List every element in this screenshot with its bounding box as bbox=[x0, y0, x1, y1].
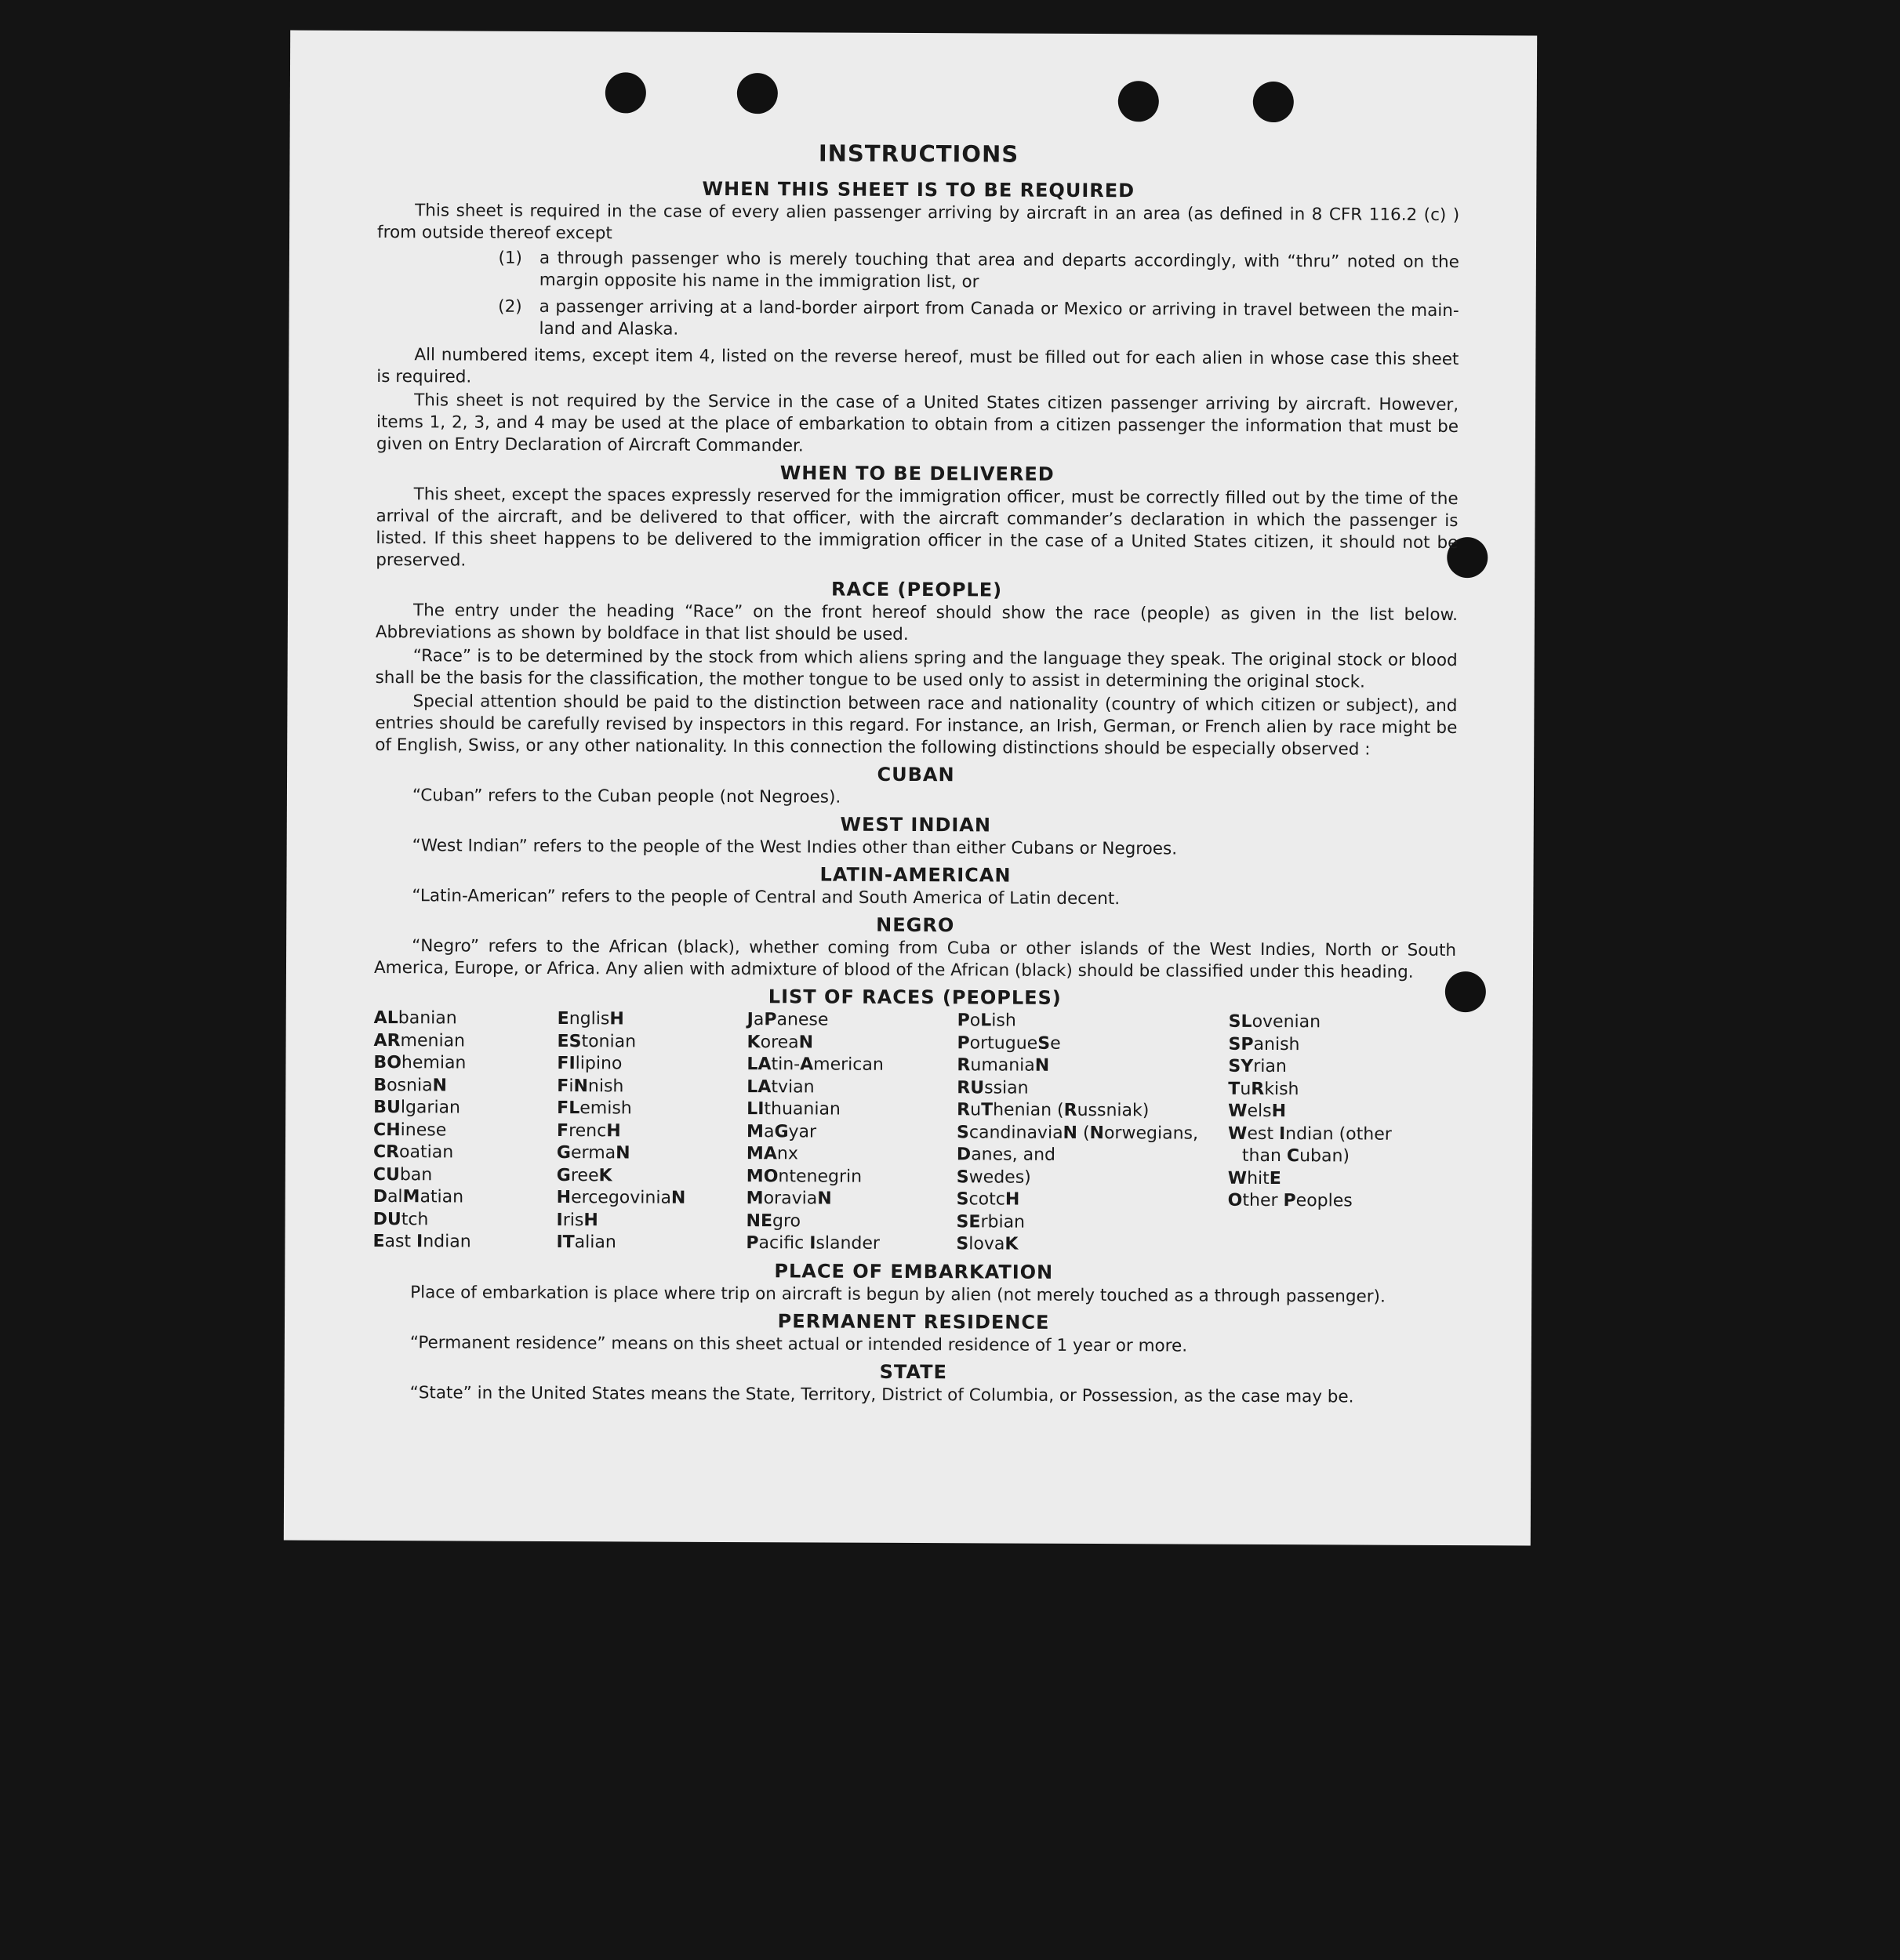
document-sheet bbox=[284, 31, 1537, 1546]
race-item: GermaN bbox=[556, 1143, 630, 1163]
paragraph: “West Indian” refers to the people of the West Indies other than either Cubans or Negroes. bbox=[412, 836, 1178, 859]
punch-hole bbox=[605, 72, 646, 113]
race-item: LAtin-American bbox=[747, 1054, 884, 1075]
race-item: than Cuban) bbox=[1241, 1145, 1350, 1167]
race-item: GreeK bbox=[556, 1165, 612, 1185]
race-item: RuThenian (Russniak) bbox=[957, 1100, 1150, 1121]
section-heading: WEST INDIAN bbox=[840, 813, 992, 837]
paragraph: The entry under the heading “Race” on the front hereof should show the race (people) as given in the list below. Abbreviations as shown by boldface in that list should be used. bbox=[375, 601, 1459, 644]
race-item: SErbian bbox=[956, 1211, 1026, 1232]
race-item: East Indian bbox=[372, 1232, 471, 1252]
race-item: Other Peoples bbox=[1227, 1190, 1353, 1211]
section-heading: PERMANENT RESIDENCE bbox=[777, 1309, 1050, 1334]
item-text: a passenger arriving at a land-border airport from Canada or Mexico or arriving in travel between the main-land and Alaska. bbox=[539, 296, 1459, 339]
paragraph: “Cuban” refers to the Cuban people (not Negroes). bbox=[412, 786, 841, 808]
race-item: KoreaN bbox=[747, 1032, 814, 1052]
race-item: BOhemian bbox=[373, 1053, 467, 1073]
race-item: HercegoviniaN bbox=[556, 1188, 686, 1208]
paragraph: “State” in the United States means the State, Territory, District of Columbia, or Possession, as the case may be. bbox=[409, 1382, 1354, 1406]
race-column bbox=[556, 1008, 747, 1255]
race-item: DalMatian bbox=[372, 1187, 464, 1207]
race-item: NEgro bbox=[746, 1210, 801, 1231]
race-item: WelsH bbox=[1228, 1101, 1287, 1122]
race-item: Danes, and bbox=[956, 1145, 1056, 1165]
race-item: FiNnish bbox=[557, 1076, 624, 1096]
paragraph: This sheet, except the spaces expressly reserved for the immigration officer, must be correctly filled out by the time of the arrival of the aircraft, and be delivered to that officer, with the aircraft commander’s declaration in which the passenger is listed. If this sheet happens to be delivered to the immigration officer in the case of a United States citizen, it should not be preserved. bbox=[376, 485, 1459, 571]
race-item: PortugueSe bbox=[957, 1033, 1061, 1054]
race-item: PoLish bbox=[957, 1011, 1016, 1031]
paragraph: Special attention should be paid to the distinction between race and nationality (country of which citizen or subject), and entries should be carefully revised by inspectors in this regard. For instance, an Irish, German, or French alien by race might be of English, Swiss, or any other nationality. In this connection the following distinctions should be especially observed : bbox=[375, 691, 1458, 760]
paragraph: All numbered items, except item 4, listed on the reverse hereof, must be filled out for each alien in whose case this sheet is required. bbox=[376, 345, 1459, 387]
race-item: ARmenian bbox=[373, 1030, 466, 1051]
race-item: SlovaK bbox=[956, 1234, 1019, 1254]
race-column bbox=[372, 1007, 557, 1254]
race-item: SYrian bbox=[1228, 1056, 1287, 1077]
paragraph: “Negro” refers to the African (black), whether coming from Cuba or other islands of the West Indies, North or South America, Europe, or Africa. Any alien with admixture of blood of the African (black) should be classified under this heading. bbox=[373, 936, 1457, 982]
punch-hole bbox=[737, 73, 778, 114]
race-item: BUlgarian bbox=[373, 1098, 461, 1118]
race-item: LIthuanian bbox=[747, 1099, 841, 1120]
race-item: BosniaN bbox=[373, 1075, 448, 1095]
section-heading: STATE bbox=[879, 1360, 947, 1383]
item-number: (1) bbox=[498, 248, 522, 268]
race-column bbox=[956, 1010, 1228, 1257]
race-item: West Indian (other bbox=[1228, 1123, 1392, 1145]
race-column bbox=[1227, 1011, 1432, 1258]
race-list bbox=[372, 1007, 1455, 1258]
instructions-content bbox=[372, 140, 1460, 1410]
race-item: FIlipino bbox=[557, 1054, 623, 1074]
race-item: MaGyar bbox=[747, 1121, 817, 1142]
race-item: RumaniaN bbox=[957, 1055, 1050, 1076]
section-heading: LIST OF RACES (PEOPLES) bbox=[768, 985, 1062, 1009]
race-item: JaPanese bbox=[747, 1010, 829, 1030]
race-item: SPanish bbox=[1228, 1034, 1300, 1054]
race-item: ScotcH bbox=[956, 1189, 1020, 1210]
race-item: Pacific Islander bbox=[746, 1233, 881, 1254]
race-item: IrisH bbox=[556, 1210, 598, 1230]
race-item: MOntenegrin bbox=[746, 1166, 863, 1187]
race-item: WhitE bbox=[1227, 1168, 1281, 1189]
punch-hole bbox=[1118, 81, 1159, 122]
item-number: (2) bbox=[498, 296, 522, 317]
race-item: RUssian bbox=[957, 1077, 1029, 1098]
race-item: FrencH bbox=[557, 1120, 621, 1141]
race-item: EnglisH bbox=[557, 1009, 624, 1029]
list-item bbox=[377, 247, 1459, 296]
race-item: FLemish bbox=[557, 1098, 632, 1119]
race-item: ALbanian bbox=[373, 1008, 457, 1029]
section-heading: CUBAN bbox=[877, 763, 955, 786]
paragraph: “Race” is to be determined by the stock from which aliens spring and the language they speak. The original stock or blood shall be the basis for the classification, the mother tongue to be used only to assist in determining the original stock. bbox=[375, 646, 1458, 692]
race-item: ScandinaviaN (Norwegians, bbox=[957, 1122, 1199, 1144]
section-heading: RACE (PEOPLE) bbox=[831, 578, 1003, 601]
race-item: Swedes) bbox=[956, 1167, 1031, 1188]
section-heading: WHEN TO BE DELIVERED bbox=[779, 462, 1055, 485]
list-item bbox=[376, 296, 1459, 344]
race-item: DUtch bbox=[372, 1209, 429, 1229]
race-column bbox=[746, 1009, 957, 1256]
race-item: ITalian bbox=[556, 1232, 616, 1253]
punch-hole bbox=[1253, 82, 1294, 122]
race-item: TuRkish bbox=[1228, 1079, 1299, 1099]
race-item: SLovenian bbox=[1228, 1011, 1321, 1033]
race-item: CUban bbox=[372, 1164, 433, 1185]
race-item: CRoatian bbox=[372, 1142, 454, 1163]
section-heading: WHEN THIS SHEET IS TO BE REQUIRED bbox=[702, 177, 1135, 202]
race-item: LAtvian bbox=[747, 1076, 815, 1097]
section-heading: PLACE OF EMBARKATION bbox=[774, 1259, 1054, 1283]
paragraph: This sheet is required in the case of every alien passenger arriving by aircraft in an area (as defined in 8 CFR 116.2 (c) ) from outside thereof except bbox=[377, 201, 1460, 244]
section-heading: LATIN-AMERICAN bbox=[819, 863, 1012, 887]
race-item: MoraviaN bbox=[746, 1189, 832, 1209]
paragraph: This sheet is not required by the Service in the case of a United States citizen passenger arriving by aircraft. However, items 1, 2, 3, and 4 may be used at the place of embarkation to obtain from a citizen passenger the information that must be given on Entry Declaration of Aircraft Commander. bbox=[376, 390, 1459, 456]
race-item: MAnx bbox=[746, 1144, 798, 1164]
page-title: INSTRUCTIONS bbox=[818, 140, 1019, 168]
item-text: a through passenger who is merely touching that area and departs accordingly, with “thru” noted on the margin opposite his name in the immigration list, or bbox=[539, 248, 1459, 292]
race-item: EStonian bbox=[557, 1031, 637, 1051]
paragraph: Place of embarkation is place where trip on aircraft is begun by alien (not merely touched as a through passenger). bbox=[410, 1282, 1386, 1307]
section-heading: NEGRO bbox=[876, 913, 955, 937]
race-item: CHinese bbox=[373, 1120, 447, 1140]
paragraph: “Permanent residence” means on this sheet actual or intended residence of 1 year or more. bbox=[409, 1332, 1188, 1356]
paragraph: “Latin-American” refers to the people of Central and South America of Latin decent. bbox=[412, 886, 1121, 909]
